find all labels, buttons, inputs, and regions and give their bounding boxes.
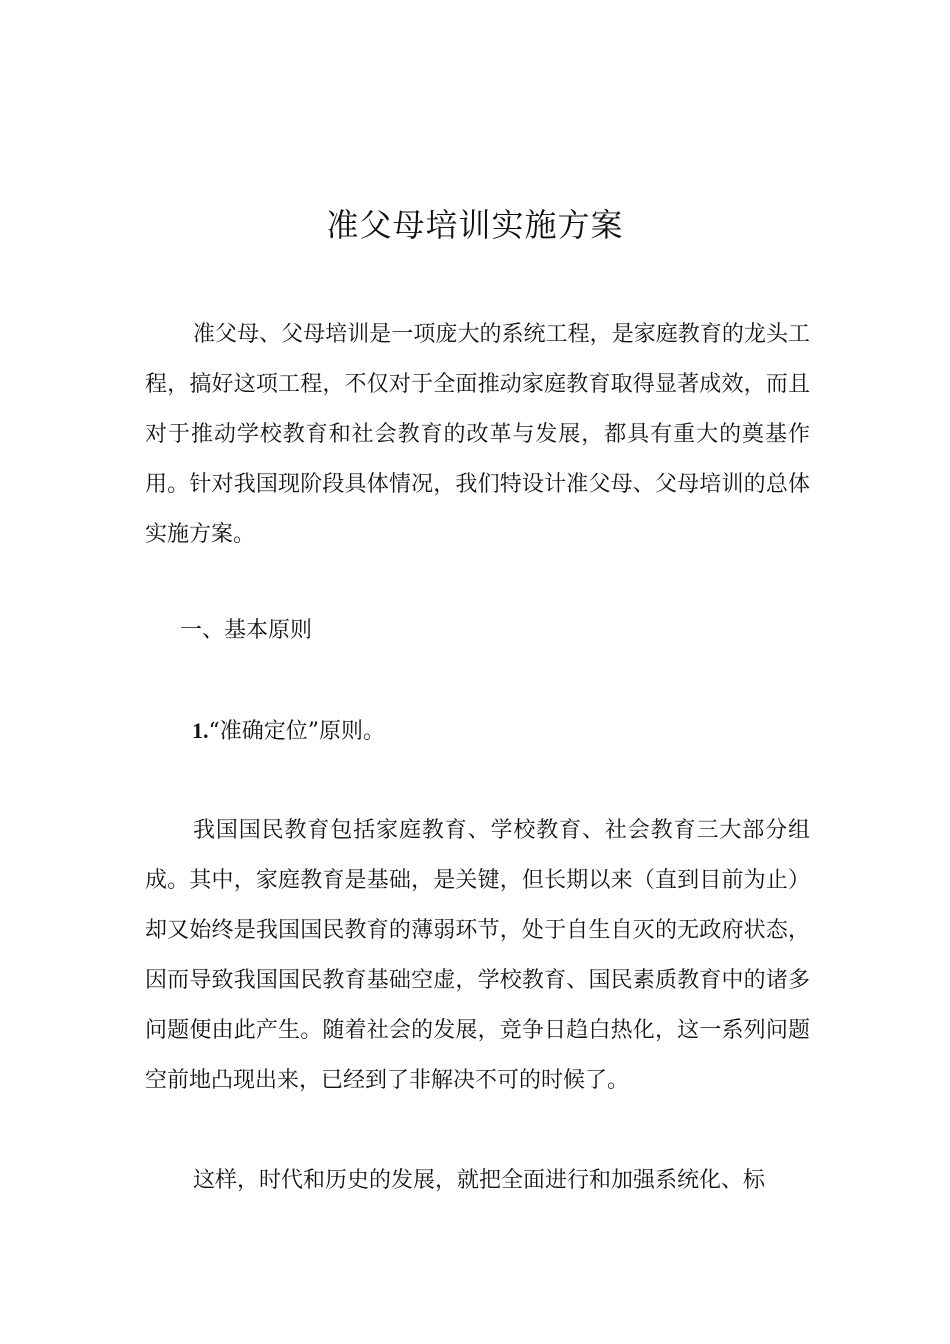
document-title: 准父母培训实施方案	[326, 206, 624, 244]
body-paragraph-1: 我国国民教育包括家庭教育、学校教育、社会教育三大部分组成。其中，家庭教育是基础，是关键，但长期以来（直到目前为止）却又始终是我国国民教育的薄弱环节，处于自生自灭的无政府状态，因而导致我国国民教育基础空虚，学校教育、国民素质教育中的诸多问题便由此产生。随着社会的发展，竞争日趋白热化，这一系列问题空前地凸现出来，已经到了非解决不可的时候了。	[145, 818, 810, 1093]
body-paragraph-2: 这样，时代和历史的发展，就把全面进行和加强系统化、标	[193, 1168, 766, 1193]
section-heading: 一、基本原则	[180, 618, 313, 643]
principle-label: “准确定位”原则。	[208, 719, 385, 744]
principle-number: 1.	[192, 718, 209, 743]
principle-heading	[192, 706, 385, 757]
intro-paragraph: 准父母、父母培训是一项庞大的系统工程，是家庭教育的龙头工程，搞好这项工程，不仅对于全面推动家庭教育取得显著成效，而且对于推动学校教育和社会教育的改革与发展，都具有重大的奠基作用。针对我国现阶段具体情况，我们特设计准父母、父母培训的总体实施方案。	[145, 322, 810, 547]
